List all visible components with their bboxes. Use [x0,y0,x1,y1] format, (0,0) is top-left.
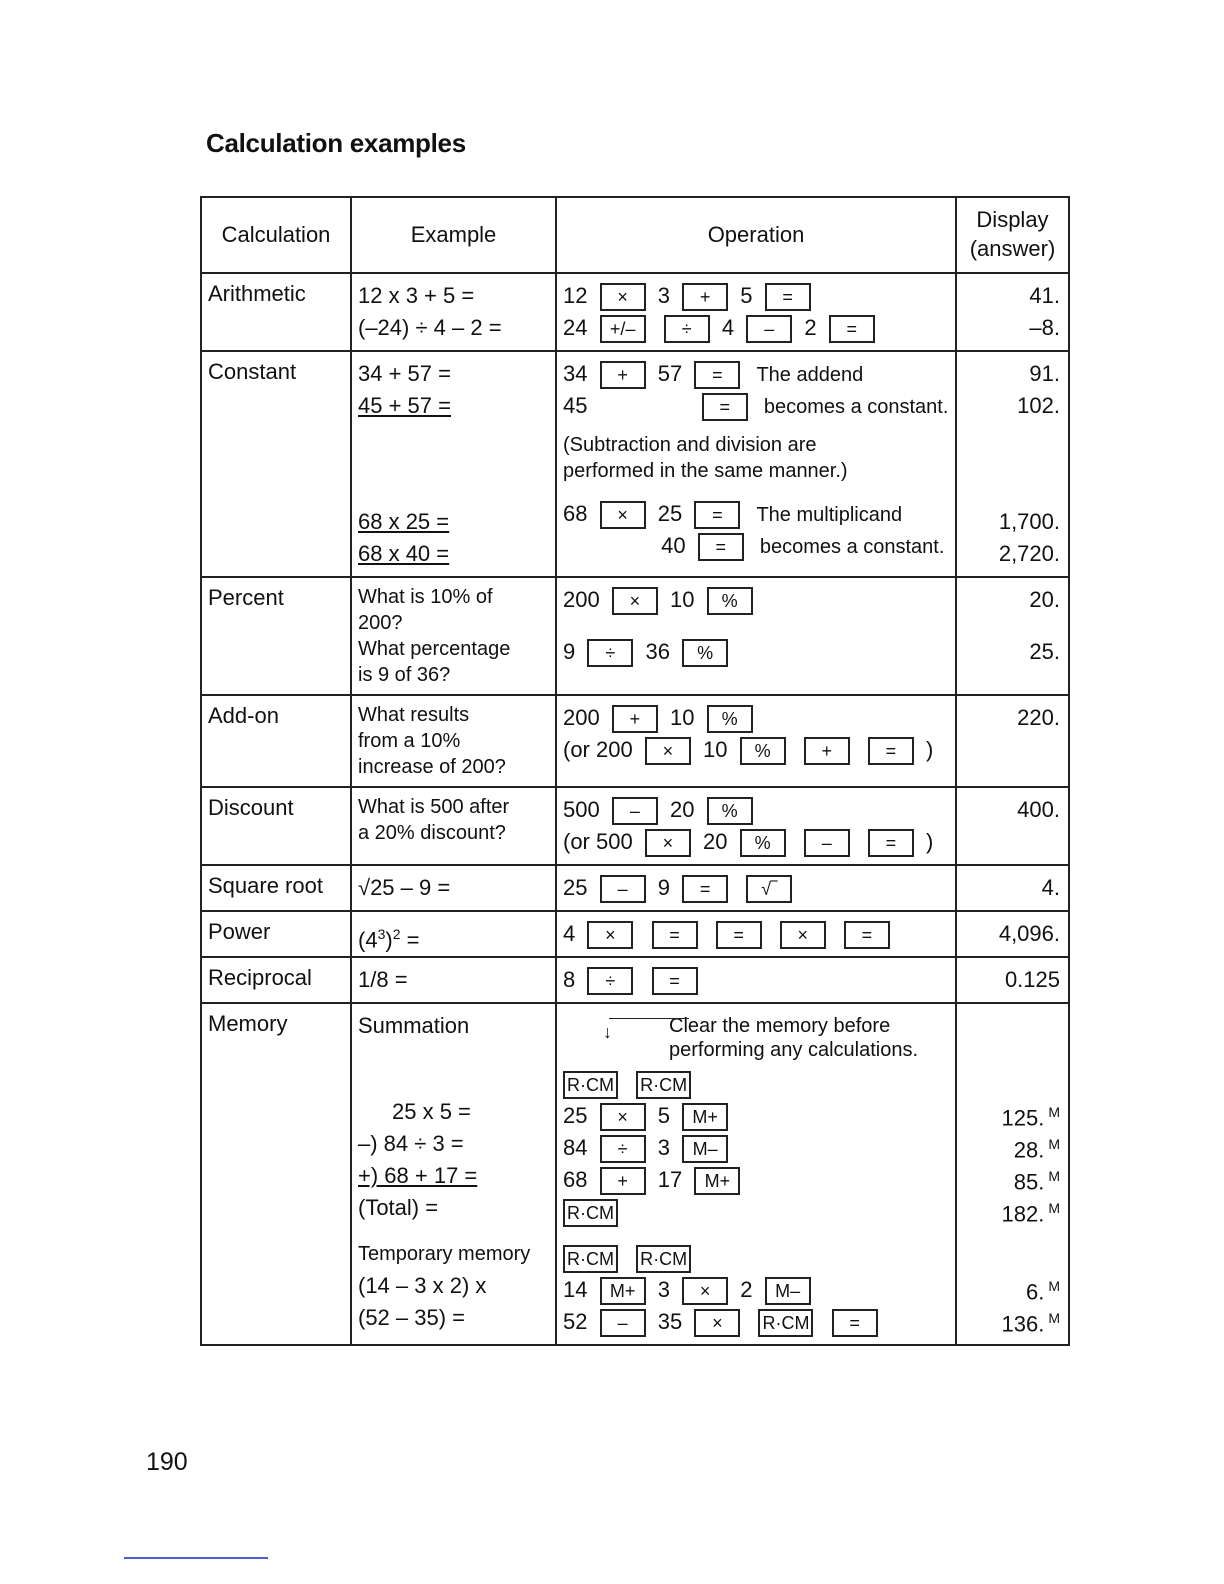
operation-cell [556,577,956,695]
calculation-examples-table [200,196,1070,1346]
calc-label: Constant [201,351,351,577]
operation-line [563,1196,949,1228]
multiply-key[interactable]: × [682,1277,728,1305]
operand: 500 [563,797,600,822]
operand: 9 [563,639,576,664]
display-value: 125. $^M$ [1001,1104,1060,1131]
multiply-key[interactable]: × [694,1309,740,1337]
sign-change-key[interactable]: +/– [600,315,646,343]
equals-key[interactable]: = [682,875,728,903]
display-value: 1,700. [998,509,1060,534]
operand: 68 [563,1167,588,1192]
operand: 2 [804,315,817,340]
memory-plus-key[interactable]: M+ [600,1277,646,1305]
example-text: 1/8 = [358,967,408,992]
operation-line [563,498,949,530]
display-value: 41. [1029,283,1060,308]
memory-minus-key[interactable]: M– [765,1277,811,1305]
footer-rule [124,1557,268,1559]
display-value: 4. [1041,875,1060,900]
display-cell [956,957,1069,1003]
multiply-key[interactable]: × [645,737,691,765]
percent-key[interactable]: % [707,587,753,615]
plus-key[interactable]: + [612,705,658,733]
recall-clear-memory-key[interactable]: R·CM [758,1309,813,1337]
operation-cell [556,351,956,577]
minus-key[interactable]: – [804,829,850,857]
operation-cell [556,957,956,1003]
operation-note: performed in the same manner.) [563,460,848,482]
example-text: 68 x 40 = [358,541,450,566]
operand: 5 [657,1103,670,1128]
example-text: What results [358,704,470,726]
example-cell [351,273,556,351]
calc-label: Add-on [201,695,351,787]
operation-line [563,1100,949,1132]
operand: 4 [563,921,576,946]
calc-label: Arithmetic [201,273,351,351]
minus-key[interactable]: – [600,1309,646,1337]
equals-key[interactable]: = [702,393,748,421]
operation-line [563,1242,949,1274]
memory-note [589,1014,949,1062]
operation-line [563,636,949,668]
example-text: 200? [358,612,403,634]
display-value: 91. [1029,361,1060,386]
example-text: (14 – 3 x 2) x [358,1273,487,1298]
equals-key[interactable]: = [844,921,890,949]
operation-cell [556,787,956,865]
example-text: from a 10% [358,730,461,752]
display-cell [956,865,1069,911]
recall-clear-memory-key[interactable]: R·CM [636,1071,691,1099]
operand: 84 [563,1135,588,1160]
example-text: 12 x 3 + 5 = [358,283,475,308]
operation-cell [556,273,956,351]
example-cell [351,865,556,911]
example-heading: Temporary memory [358,1243,531,1265]
operation-line [563,1164,949,1196]
row-arithmetic [201,273,1069,351]
operation-note: (Subtraction and division are [563,434,817,456]
operation-line [563,918,949,950]
equals-key[interactable]: = [698,533,744,561]
operand: 45 [563,393,588,418]
divide-key[interactable]: ÷ [664,315,710,343]
example-text: √25 – 9 = [358,875,451,900]
equals-key[interactable]: = [868,737,914,765]
example-cell [351,1003,556,1345]
operand: 10 [669,705,695,730]
header-operation: Operation [556,197,956,273]
multiply-key[interactable]: × [780,921,826,949]
display-value: 136. $^M$ [1001,1310,1060,1337]
display-cell [956,787,1069,865]
equals-key[interactable]: = [716,921,762,949]
memory-plus-key[interactable]: M+ [694,1167,740,1195]
header-row [201,197,1069,273]
example-text: 34 + 57 = [358,361,451,386]
operand: 25 [657,501,683,526]
recall-clear-memory-key[interactable]: R·CM [563,1245,618,1273]
operation-line [563,702,949,734]
display-value: 220. [1017,705,1060,730]
example-cell [351,911,556,957]
recall-clear-memory-key[interactable]: R·CM [636,1245,691,1273]
operand: (or 200 [563,737,633,762]
display-value: 102. [1017,393,1060,418]
minus-key[interactable]: – [612,797,658,825]
multiply-key[interactable]: × [600,501,646,529]
operation-cell [556,695,956,787]
operation-note: The multiplicand [756,504,903,526]
equals-key[interactable]: = [652,967,698,995]
plus-key[interactable]: + [682,283,728,311]
operand: 57 [657,361,683,386]
example-cell [351,695,556,787]
display-value: 6. $^M$ [1025,1278,1060,1305]
recall-clear-memory-key[interactable]: R·CM [563,1071,618,1099]
percent-key[interactable]: % [740,829,786,857]
equals-key[interactable]: = [829,315,875,343]
display-value: 182. $^M$ [1001,1200,1060,1227]
example-text: 25 x 5 = [392,1099,471,1124]
operand: 35 [657,1309,683,1334]
example-cell [351,351,556,577]
minus-key[interactable]: – [746,315,792,343]
display-value: 4,096. [998,921,1060,946]
operation-line [563,530,949,562]
memory-note-line: Clear the memory before [669,1015,891,1037]
memory-plus-key[interactable]: M+ [682,1103,728,1131]
operand: 3 [657,1277,670,1302]
example-cell [351,957,556,1003]
operand: 9 [657,875,670,900]
divide-key[interactable]: ÷ [600,1135,646,1163]
calc-label: Discount [201,787,351,865]
example-text: (Total) = [358,1195,439,1220]
example-text: +) 68 + 17 = [358,1163,478,1188]
operand: 52 [563,1309,588,1334]
display-value: –8. [1029,315,1060,340]
calc-label: Reciprocal [201,957,351,1003]
operation-line [563,1274,949,1306]
equals-key[interactable]: = [694,501,740,529]
operation-cell [556,911,956,957]
divide-key[interactable]: ÷ [587,967,633,995]
row-discount [201,787,1069,865]
operand: 4 [721,315,735,340]
row-memory [201,1003,1069,1345]
plus-key[interactable]: + [600,361,646,389]
operand: 17 [657,1167,683,1192]
page-title: Calculation examples [206,128,466,158]
operand: 34 [563,361,588,386]
row-reciprocal [201,957,1069,1003]
operation-cell [556,865,956,911]
percent-key[interactable]: % [707,797,753,825]
minus-key[interactable]: – [600,875,646,903]
operation-line [563,872,949,904]
header-example: Example [351,197,556,273]
display-value: 20. [1029,587,1060,612]
operation-line [563,794,949,826]
example-text: What percentage [358,638,511,660]
multiply-key[interactable]: × [612,587,658,615]
percent-key[interactable]: % [682,639,728,667]
operation-line [563,826,949,858]
display-cell [956,911,1069,957]
divide-key[interactable]: ÷ [587,639,633,667]
operand: 20 [702,829,728,854]
equals-key[interactable]: = [765,283,811,311]
down-arrow-icon: ↓ [603,1022,612,1042]
operation-line [563,312,949,344]
equals-key[interactable]: = [868,829,914,857]
operation-note: becomes a constant. [763,396,949,418]
calc-label: Percent [201,577,351,695]
operand: 14 [563,1277,588,1302]
equals-key[interactable]: = [694,361,740,389]
multiply-key[interactable]: × [600,1103,646,1131]
memory-note-line: performing any calculations. [669,1039,919,1061]
display-cell [956,351,1069,577]
operation-line [563,964,949,996]
multiply-key[interactable]: × [587,921,633,949]
row-square-root [201,865,1069,911]
display-value: 2,720. [998,541,1060,566]
display-value: 400. [1017,797,1060,822]
calc-label: Memory [201,1003,351,1345]
operation-line [563,1132,949,1164]
operand: 10 [702,737,728,762]
operation-note: becomes a constant. [759,536,945,558]
operand: 36 [645,639,670,664]
memory-minus-key[interactable]: M– [682,1135,728,1163]
example-text: a 20% discount? [358,822,506,844]
operand: 40 [661,533,686,558]
display-cell [956,577,1069,695]
display-value: 28. $^M$ [1013,1136,1060,1163]
calc-label: Square root [201,865,351,911]
example-text: 45 + 57 = [358,393,451,418]
display-value: 0.125 [1004,967,1060,992]
operation-line [563,280,949,312]
example-text: What is 500 after [358,796,510,818]
operand: 25 [563,875,588,900]
header-display: Display (answer) [956,197,1069,273]
operation-cell [556,1003,956,1345]
example-text: is 9 of 36? [358,664,451,686]
operand: 5 [740,283,753,308]
operation-line [563,584,949,616]
example-text: (–24) ÷ 4 – 2 = [358,315,502,340]
equals-key[interactable]: = [652,921,698,949]
example-text: $(4^3)^2$ = [358,926,420,953]
operand: 200 [563,587,600,612]
row-percent [201,577,1069,695]
display-value: 85. $^M$ [1013,1168,1060,1195]
page-number: 190 [146,1448,188,1476]
operand: ) [925,829,934,854]
operation-note: The addend [756,364,864,386]
header-calculation: Calculation [201,197,351,273]
example-text: (52 – 35) = [358,1305,466,1330]
operation-line [563,734,949,766]
calc-label: Power [201,911,351,957]
operand: 8 [563,967,576,992]
recall-clear-memory-key[interactable]: R·CM [563,1199,618,1227]
percent-key[interactable]: % [707,705,753,733]
operation-line [563,1068,949,1100]
plus-key[interactable]: + [600,1167,646,1195]
example-text: What is 10% of [358,586,493,608]
example-heading: Summation [358,1013,470,1038]
operand: 20 [669,797,695,822]
percent-key[interactable]: % [740,737,786,765]
operand: 3 [657,1135,670,1160]
operand: 200 [563,705,600,730]
operand: 25 [563,1103,588,1128]
operand: (or 500 [563,829,633,854]
display-cell [956,273,1069,351]
operation-line [563,1306,949,1338]
operand: 2 [740,1277,753,1302]
operand: 12 [563,283,588,308]
multiply-key[interactable]: × [600,283,646,311]
example-text: 68 x 25 = [358,509,450,534]
display-value: 25. [1029,639,1060,664]
example-text: –) 84 ÷ 3 = [358,1131,464,1156]
multiply-key[interactable]: × [645,829,691,857]
operand: 68 [563,501,588,526]
display-cell [956,1003,1069,1345]
operand: 24 [563,315,588,340]
operation-line [563,358,949,390]
equals-key[interactable]: = [832,1309,878,1337]
row-constant [201,351,1069,577]
display-cell [956,695,1069,787]
operation-line [563,390,949,422]
example-cell [351,787,556,865]
example-cell [351,577,556,695]
operand: 10 [669,587,695,612]
square-root-key[interactable]: √‾ [746,875,792,903]
operand: 3 [657,283,670,308]
row-add-on [201,695,1069,787]
row-power [201,911,1069,957]
operand: ) [925,737,934,762]
example-text: increase of 200? [358,756,506,778]
plus-key[interactable]: + [804,737,850,765]
